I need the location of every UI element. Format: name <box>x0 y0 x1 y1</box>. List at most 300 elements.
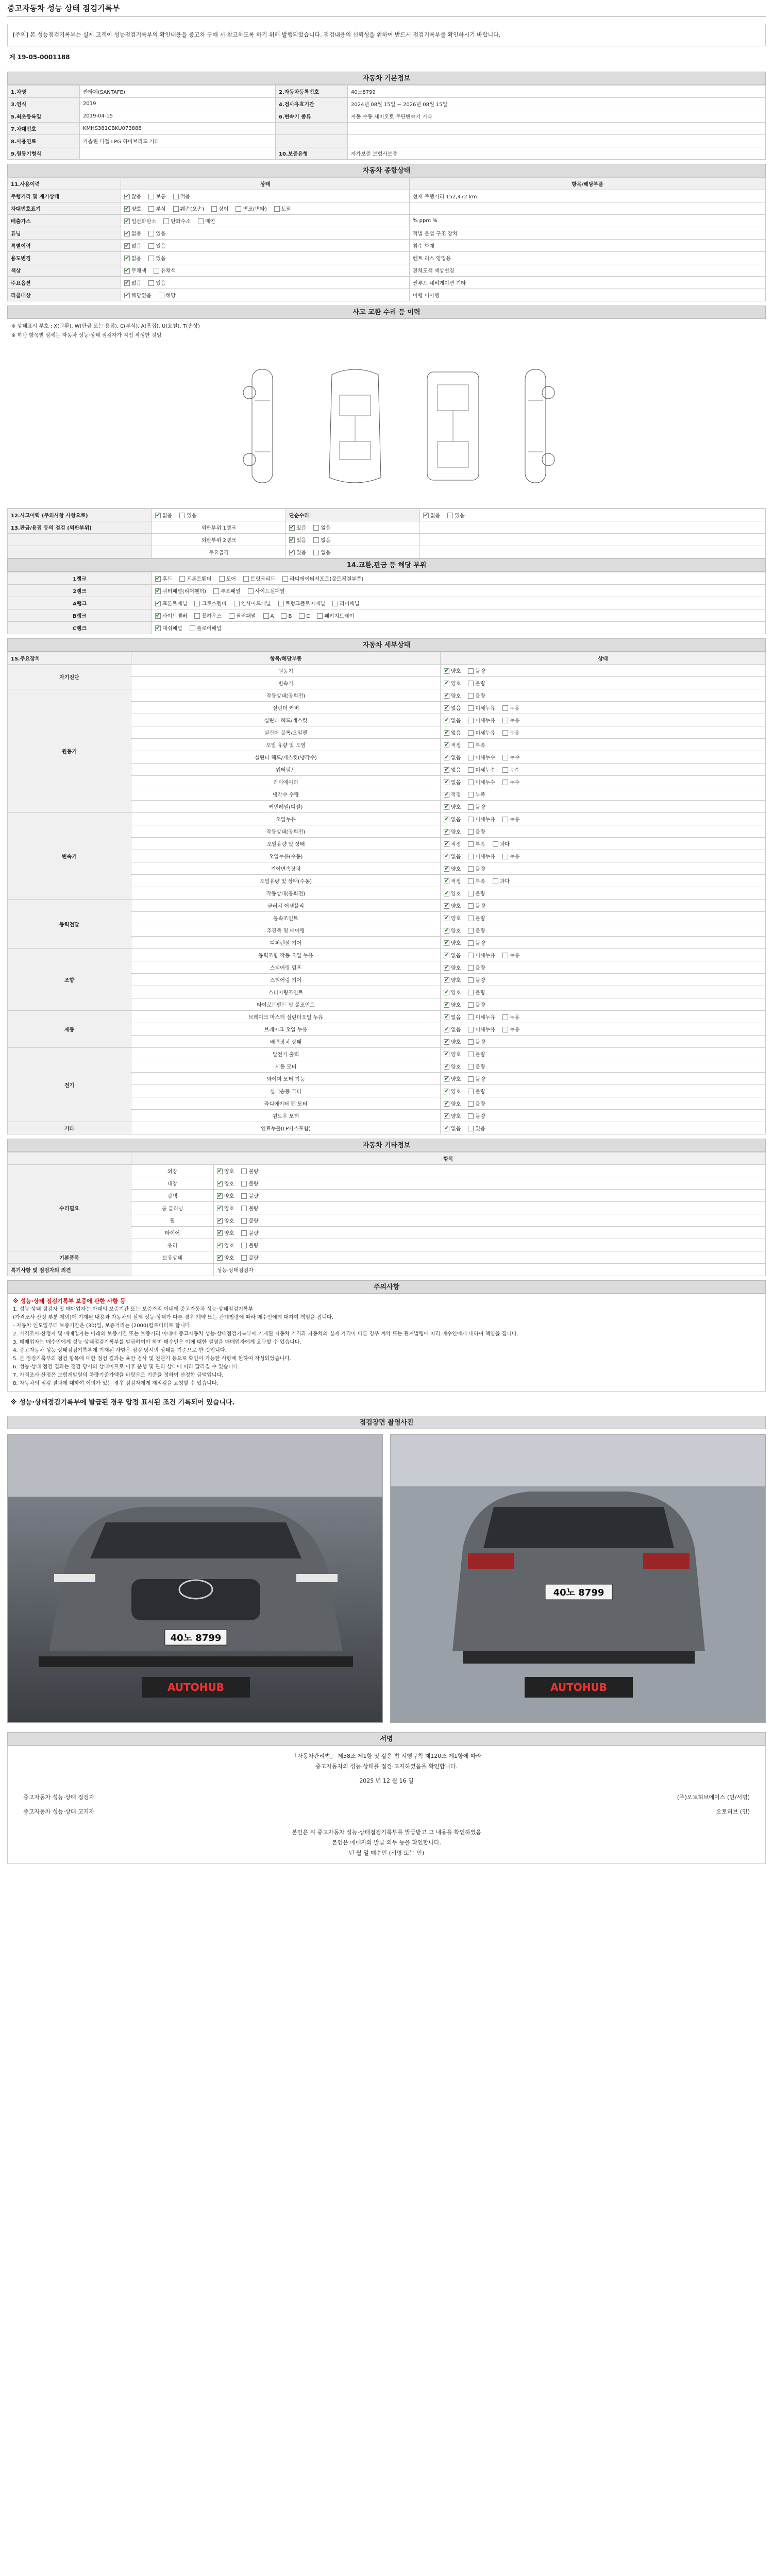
checkbox-icon[interactable] <box>468 916 474 921</box>
checkbox-icon[interactable] <box>217 1218 223 1224</box>
checkbox-option[interactable]: 없음 <box>313 536 330 544</box>
checkbox-icon[interactable] <box>241 1168 247 1174</box>
checkbox-option[interactable]: ✔ 있음 <box>289 536 306 544</box>
checkbox-icon[interactable] <box>468 829 474 835</box>
checkbox-icon[interactable] <box>155 513 161 518</box>
checkbox-icon[interactable] <box>248 588 254 594</box>
checkbox-option[interactable]: 휠하우스 <box>194 612 222 619</box>
checkbox-option[interactable]: 불량 <box>241 1253 258 1261</box>
checkbox-option[interactable]: C <box>299 613 310 619</box>
checkbox-icon[interactable] <box>468 817 474 822</box>
checkbox-option[interactable]: 불량 <box>468 988 485 996</box>
checkbox-option[interactable]: ✔ 양호 <box>444 939 461 946</box>
checkbox-option[interactable]: ✔ 적정 <box>444 790 461 798</box>
checkbox-option[interactable]: 트렁크플로어패널 <box>278 599 325 607</box>
checkbox-icon[interactable] <box>468 854 474 859</box>
checkbox-icon[interactable] <box>241 1218 247 1224</box>
checkbox-icon[interactable] <box>468 891 474 896</box>
checkbox-option[interactable]: ✔ 양호 <box>444 1087 461 1095</box>
checkbox-option[interactable]: 트렁크리드 <box>243 574 275 582</box>
checkbox-icon[interactable] <box>219 576 225 582</box>
checkbox-icon[interactable] <box>163 218 169 224</box>
checkbox-icon[interactable] <box>502 1027 508 1032</box>
checkbox-option[interactable]: ✔ 많음 <box>124 192 141 200</box>
checkbox-icon[interactable] <box>444 1064 449 1070</box>
checkbox-icon[interactable] <box>444 866 449 872</box>
checkbox-option[interactable]: ✔ 적정 <box>444 741 461 749</box>
checkbox-option[interactable]: ✔ 없음 <box>444 778 461 786</box>
checkbox-icon[interactable] <box>468 730 474 736</box>
checkbox-icon[interactable] <box>468 940 474 946</box>
checkbox-option[interactable]: ✔ 없음 <box>124 229 141 237</box>
checkbox-icon[interactable] <box>447 513 453 518</box>
checkbox-option[interactable]: ✔ 해당없음 <box>124 291 152 299</box>
checkbox-icon[interactable] <box>468 1039 474 1045</box>
checkbox-icon[interactable] <box>468 1076 474 1082</box>
checkbox-icon[interactable] <box>154 268 159 274</box>
checkbox-option[interactable]: 있음 <box>148 242 165 249</box>
checkbox-icon[interactable] <box>155 625 161 631</box>
checkbox-option[interactable]: 미세누유 <box>468 951 495 959</box>
checkbox-icon[interactable] <box>468 1064 474 1070</box>
checkbox-option[interactable]: ✔ 양호 <box>444 902 461 909</box>
checkbox-icon[interactable] <box>217 1255 223 1261</box>
checkbox-icon[interactable] <box>444 817 449 822</box>
checkbox-option[interactable]: ✔ 양호 <box>217 1179 234 1187</box>
checkbox-option[interactable]: ✔ 양호 <box>444 976 461 984</box>
checkbox-icon[interactable] <box>217 1206 223 1211</box>
checkbox-icon[interactable] <box>468 1002 474 1008</box>
checkbox-option[interactable]: ✔ 양호 <box>444 1099 461 1107</box>
checkbox-icon[interactable] <box>468 681 474 686</box>
checkbox-option[interactable]: ✔ 양호 <box>444 1001 461 1008</box>
checkbox-option[interactable]: ✔ 없음 <box>444 852 461 860</box>
checkbox-option[interactable]: 있음 <box>148 279 165 286</box>
checkbox-option[interactable]: ✔ 없음 <box>444 815 461 823</box>
checkbox-option[interactable]: 리어패널 <box>332 599 360 607</box>
checkbox-icon[interactable] <box>444 953 449 958</box>
checkbox-option[interactable]: ✔ 없음 <box>444 766 461 773</box>
checkbox-icon[interactable] <box>243 576 249 582</box>
checkbox-option[interactable]: 불량 <box>241 1229 258 1236</box>
checkbox-option[interactable]: 크로스멤버 <box>194 599 226 607</box>
checkbox-icon[interactable] <box>502 718 508 723</box>
checkbox-option[interactable]: 누유 <box>502 1013 519 1021</box>
checkbox-option[interactable]: ✔ 무채색 <box>124 266 146 274</box>
checkbox-icon[interactable] <box>124 280 130 286</box>
checkbox-option[interactable]: 누유 <box>502 1025 519 1033</box>
checkbox-icon[interactable] <box>468 866 474 872</box>
checkbox-icon[interactable] <box>423 513 429 518</box>
checkbox-icon[interactable] <box>148 206 154 212</box>
checkbox-option[interactable]: ✔ 없음 <box>444 728 461 736</box>
checkbox-option[interactable]: ✔ 양호 <box>444 865 461 872</box>
checkbox-option[interactable]: 누유 <box>502 704 519 711</box>
checkbox-option[interactable]: 사이드실패널 <box>248 587 285 595</box>
checkbox-option[interactable]: 유채색 <box>154 266 176 274</box>
checkbox-option[interactable]: 있음 <box>468 1124 485 1132</box>
checkbox-option[interactable]: 불량 <box>468 1087 485 1095</box>
checkbox-option[interactable]: ✔ 양호 <box>444 914 461 922</box>
checkbox-option[interactable]: ✔ 있음 <box>289 523 306 531</box>
checkbox-option[interactable]: ✔ 없음 <box>444 951 461 959</box>
checkbox-option[interactable]: ✔ 적정 <box>444 877 461 885</box>
checkbox-option[interactable]: ✔ 양호 <box>444 1075 461 1082</box>
checkbox-icon[interactable] <box>468 742 474 748</box>
checkbox-option[interactable]: 보통 <box>148 192 165 200</box>
checkbox-icon[interactable] <box>444 681 449 686</box>
checkbox-option[interactable]: ✔ 양호 <box>444 1050 461 1058</box>
checkbox-icon[interactable] <box>155 576 161 582</box>
checkbox-icon[interactable] <box>444 903 449 909</box>
checkbox-option[interactable]: 도어 <box>219 574 236 582</box>
checkbox-icon[interactable] <box>444 767 449 773</box>
checkbox-option[interactable]: 미세누유 <box>468 728 495 736</box>
checkbox-icon[interactable] <box>468 903 474 909</box>
checkbox-option[interactable]: 루프패널 <box>213 587 241 595</box>
checkbox-icon[interactable] <box>468 990 474 995</box>
checkbox-option[interactable]: 불량 <box>468 889 485 897</box>
checkbox-icon[interactable] <box>194 613 200 619</box>
checkbox-option[interactable]: 미세누수 <box>468 778 495 786</box>
checkbox-icon[interactable] <box>468 668 474 674</box>
checkbox-option[interactable]: 불량 <box>241 1167 258 1175</box>
checkbox-icon[interactable] <box>289 525 295 531</box>
checkbox-icon[interactable] <box>444 1089 449 1094</box>
checkbox-option[interactable]: ✔ 없음 <box>444 1013 461 1021</box>
checkbox-option[interactable]: ✔ 양호 <box>444 679 461 687</box>
checkbox-icon[interactable] <box>468 1014 474 1020</box>
checkbox-icon[interactable] <box>148 194 154 199</box>
checkbox-option[interactable]: 누수 <box>502 778 519 786</box>
checkbox-option[interactable]: ✔ 양호 <box>444 667 461 674</box>
checkbox-option[interactable]: 불량 <box>468 1050 485 1058</box>
checkbox-icon[interactable] <box>444 755 449 760</box>
checkbox-option[interactable]: 부족 <box>468 840 485 848</box>
checkbox-icon[interactable] <box>468 1089 474 1094</box>
checkbox-icon[interactable] <box>468 1113 474 1119</box>
checkbox-icon[interactable] <box>124 206 130 212</box>
checkbox-icon[interactable] <box>444 829 449 835</box>
checkbox-option[interactable]: 미세누유 <box>468 852 495 860</box>
checkbox-option[interactable]: 인사이드패널 <box>234 599 271 607</box>
checkbox-icon[interactable] <box>468 965 474 971</box>
checkbox-icon[interactable] <box>124 231 130 236</box>
checkbox-option[interactable]: ✔ 사이드멤버 <box>155 612 187 619</box>
checkbox-icon[interactable] <box>263 613 269 619</box>
checkbox-icon[interactable] <box>444 730 449 736</box>
checkbox-option[interactable]: 누유 <box>502 815 519 823</box>
checkbox-option[interactable]: ✔ 후드 <box>155 574 172 582</box>
checkbox-option[interactable]: 과다 <box>493 877 510 885</box>
checkbox-option[interactable]: 누유 <box>502 728 519 736</box>
checkbox-option[interactable]: A <box>263 613 274 619</box>
checkbox-option[interactable]: 라디에이터서포트(볼트체결부품) <box>282 574 363 582</box>
checkbox-icon[interactable] <box>444 916 449 921</box>
checkbox-option[interactable]: 필러패널 <box>229 612 256 619</box>
checkbox-icon[interactable] <box>278 601 284 606</box>
checkbox-option[interactable]: 부식 <box>148 205 165 212</box>
checkbox-option[interactable]: 누유 <box>502 716 519 724</box>
checkbox-icon[interactable] <box>281 613 287 619</box>
checkbox-option[interactable]: ✔ 없음 <box>444 716 461 724</box>
checkbox-option[interactable]: 불량 <box>468 963 485 971</box>
checkbox-option[interactable]: 불량 <box>468 976 485 984</box>
checkbox-option[interactable]: ✔ 양호 <box>444 988 461 996</box>
checkbox-icon[interactable] <box>444 1002 449 1008</box>
checkbox-option[interactable]: 불량 <box>241 1216 258 1224</box>
checkbox-icon[interactable] <box>313 537 319 543</box>
checkbox-icon[interactable] <box>148 231 154 236</box>
checkbox-option[interactable]: 있음 <box>179 511 196 519</box>
checkbox-icon[interactable] <box>148 280 154 286</box>
checkbox-option[interactable]: 누수 <box>502 766 519 773</box>
checkbox-option[interactable]: 부족 <box>468 741 485 749</box>
checkbox-option[interactable]: 있음 <box>148 229 165 237</box>
checkbox-option[interactable]: ✔ 양호 <box>444 889 461 897</box>
checkbox-icon[interactable] <box>502 953 508 958</box>
checkbox-icon[interactable] <box>213 588 219 594</box>
checkbox-option[interactable]: 미세누수 <box>468 753 495 761</box>
checkbox-option[interactable]: 패키지트레이 <box>317 612 354 619</box>
checkbox-icon[interactable] <box>241 1255 247 1261</box>
checkbox-icon[interactable] <box>468 928 474 934</box>
checkbox-option[interactable]: ✔ 없음 <box>124 279 141 286</box>
checkbox-icon[interactable] <box>124 268 130 274</box>
checkbox-icon[interactable] <box>313 525 319 531</box>
checkbox-option[interactable]: 누유 <box>502 951 519 959</box>
checkbox-icon[interactable] <box>332 601 338 606</box>
checkbox-icon[interactable] <box>211 206 217 212</box>
checkbox-option[interactable]: ✔ 없음 <box>444 1025 461 1033</box>
checkbox-icon[interactable] <box>217 1181 223 1187</box>
checkbox-option[interactable]: 미세누유 <box>468 1025 495 1033</box>
checkbox-icon[interactable] <box>124 243 130 249</box>
checkbox-option[interactable]: 미세누유 <box>468 704 495 711</box>
checkbox-option[interactable]: 불량 <box>468 865 485 872</box>
checkbox-icon[interactable] <box>468 705 474 711</box>
checkbox-icon[interactable] <box>444 841 449 847</box>
checkbox-icon[interactable] <box>124 293 130 298</box>
checkbox-icon[interactable] <box>444 804 449 810</box>
checkbox-option[interactable]: ✔ 대쉬패널 <box>155 624 182 632</box>
checkbox-option[interactable]: ✔ 양호 <box>217 1216 234 1224</box>
checkbox-option[interactable]: 불량 <box>468 691 485 699</box>
checkbox-icon[interactable] <box>289 537 295 543</box>
checkbox-option[interactable]: 불량 <box>468 827 485 835</box>
checkbox-icon[interactable] <box>468 779 474 785</box>
checkbox-option[interactable]: 매연 <box>198 217 215 225</box>
checkbox-icon[interactable] <box>444 940 449 946</box>
checkbox-option[interactable]: ✔ 없음 <box>444 1124 461 1132</box>
checkbox-icon[interactable] <box>502 730 508 736</box>
checkbox-icon[interactable] <box>234 601 240 606</box>
checkbox-option[interactable]: 없음 <box>313 523 330 531</box>
checkbox-option[interactable]: 플로어패널 <box>190 624 222 632</box>
checkbox-option[interactable]: 누수 <box>502 753 519 761</box>
checkbox-option[interactable]: 불량 <box>241 1179 258 1187</box>
checkbox-option[interactable]: 프론트휀더 <box>179 574 211 582</box>
checkbox-icon[interactable] <box>444 990 449 995</box>
checkbox-icon[interactable] <box>444 742 449 748</box>
checkbox-option[interactable]: 불량 <box>241 1192 258 1199</box>
checkbox-option[interactable]: 부족 <box>468 790 485 798</box>
checkbox-icon[interactable] <box>444 891 449 896</box>
checkbox-option[interactable]: 없음 <box>313 548 330 556</box>
checkbox-option[interactable]: 있음 <box>148 254 165 262</box>
checkbox-icon[interactable] <box>468 841 474 847</box>
checkbox-option[interactable]: ✔ 양호 <box>217 1253 234 1261</box>
checkbox-option[interactable]: 불량 <box>468 1062 485 1070</box>
checkbox-option[interactable]: 불량 <box>468 1112 485 1120</box>
checkbox-icon[interactable] <box>468 1027 474 1032</box>
checkbox-icon[interactable] <box>241 1206 247 1211</box>
checkbox-icon[interactable] <box>124 194 130 199</box>
checkbox-icon[interactable] <box>468 1126 474 1131</box>
checkbox-icon[interactable] <box>241 1243 247 1248</box>
checkbox-icon[interactable] <box>468 878 474 884</box>
checkbox-option[interactable]: ✔ 양호 <box>217 1204 234 1212</box>
checkbox-icon[interactable] <box>155 588 161 594</box>
checkbox-option[interactable]: ✔ 양호 <box>444 691 461 699</box>
checkbox-icon[interactable] <box>444 1101 449 1107</box>
checkbox-icon[interactable] <box>468 767 474 773</box>
checkbox-option[interactable]: 미세누유 <box>468 1013 495 1021</box>
checkbox-option[interactable]: B <box>281 613 292 619</box>
checkbox-icon[interactable] <box>444 668 449 674</box>
checkbox-option[interactable]: 탄화수소 <box>163 217 191 225</box>
checkbox-option[interactable]: 적음 <box>173 192 190 200</box>
checkbox-icon[interactable] <box>236 206 241 212</box>
checkbox-icon[interactable] <box>468 1052 474 1057</box>
checkbox-option[interactable]: ✔ 양호 <box>444 1062 461 1070</box>
checkbox-option[interactable]: ✔ 양호 <box>444 803 461 810</box>
checkbox-icon[interactable] <box>444 878 449 884</box>
checkbox-option[interactable]: 불량 <box>241 1241 258 1249</box>
checkbox-icon[interactable] <box>444 977 449 983</box>
checkbox-icon[interactable] <box>468 792 474 798</box>
checkbox-option[interactable]: 해당 <box>159 291 176 299</box>
checkbox-icon[interactable] <box>217 1168 223 1174</box>
checkbox-option[interactable]: 불량 <box>468 1099 485 1107</box>
checkbox-option[interactable]: 불량 <box>468 679 485 687</box>
checkbox-icon[interactable] <box>502 705 508 711</box>
checkbox-icon[interactable] <box>444 1076 449 1082</box>
checkbox-option[interactable]: ✔ 양호 <box>444 827 461 835</box>
checkbox-icon[interactable] <box>444 1126 449 1131</box>
checkbox-option[interactable]: 있음 <box>447 511 464 519</box>
checkbox-icon[interactable] <box>194 601 200 606</box>
checkbox-icon[interactable] <box>179 576 185 582</box>
checkbox-icon[interactable] <box>444 705 449 711</box>
checkbox-icon[interactable] <box>444 1039 449 1045</box>
checkbox-icon[interactable] <box>159 293 164 298</box>
checkbox-icon[interactable] <box>444 1052 449 1057</box>
checkbox-option[interactable]: ✔ 양호 <box>444 963 461 971</box>
checkbox-icon[interactable] <box>217 1193 223 1199</box>
checkbox-icon[interactable] <box>124 218 130 224</box>
checkbox-option[interactable]: 불량 <box>468 1001 485 1008</box>
checkbox-option[interactable]: 미세누유 <box>468 815 495 823</box>
checkbox-option[interactable]: 부족 <box>468 877 485 885</box>
checkbox-option[interactable]: 불량 <box>468 803 485 810</box>
checkbox-icon[interactable] <box>217 1230 223 1236</box>
checkbox-option[interactable]: ✔ 없음 <box>423 511 440 519</box>
checkbox-icon[interactable] <box>468 755 474 760</box>
checkbox-option[interactable]: ✔ 없음 <box>155 511 172 519</box>
checkbox-option[interactable]: 변조(변타) <box>236 205 266 212</box>
checkbox-icon[interactable] <box>468 953 474 958</box>
checkbox-option[interactable]: ✔ 적정 <box>444 840 461 848</box>
checkbox-icon[interactable] <box>444 1014 449 1020</box>
checkbox-icon[interactable] <box>444 693 449 699</box>
checkbox-icon[interactable] <box>217 1243 223 1248</box>
checkbox-icon[interactable] <box>444 854 449 859</box>
checkbox-option[interactable]: 불량 <box>468 926 485 934</box>
checkbox-icon[interactable] <box>241 1230 247 1236</box>
checkbox-icon[interactable] <box>198 218 204 224</box>
checkbox-icon[interactable] <box>282 576 288 582</box>
checkbox-option[interactable]: ✔ 양호 <box>444 1112 461 1120</box>
checkbox-option[interactable]: ✔ 양호 <box>124 205 141 212</box>
checkbox-icon[interactable] <box>289 550 295 555</box>
checkbox-icon[interactable] <box>173 194 179 199</box>
checkbox-icon[interactable] <box>444 965 449 971</box>
checkbox-option[interactable]: 불량 <box>241 1204 258 1212</box>
checkbox-option[interactable]: 미세누수 <box>468 766 495 773</box>
checkbox-option[interactable]: 훼손(오손) <box>173 205 204 212</box>
checkbox-icon[interactable] <box>190 625 195 631</box>
checkbox-icon[interactable] <box>229 613 234 619</box>
checkbox-option[interactable]: ✔ 없음 <box>444 753 461 761</box>
checkbox-icon[interactable] <box>313 550 319 555</box>
checkbox-icon[interactable] <box>502 755 508 760</box>
checkbox-icon[interactable] <box>502 767 508 773</box>
checkbox-option[interactable]: ✔ 없음 <box>124 242 141 249</box>
checkbox-icon[interactable] <box>444 928 449 934</box>
checkbox-icon[interactable] <box>444 779 449 785</box>
checkbox-option[interactable]: ✔ 양호 <box>217 1192 234 1199</box>
checkbox-icon[interactable] <box>148 256 154 261</box>
checkbox-option[interactable]: 불량 <box>468 1038 485 1045</box>
checkbox-option[interactable]: 미세누유 <box>468 716 495 724</box>
checkbox-icon[interactable] <box>317 613 323 619</box>
checkbox-option[interactable]: 불량 <box>468 1075 485 1082</box>
checkbox-icon[interactable] <box>493 878 498 884</box>
checkbox-icon[interactable] <box>444 1113 449 1119</box>
checkbox-icon[interactable] <box>179 513 185 518</box>
checkbox-option[interactable]: ✔ 양호 <box>217 1229 234 1236</box>
checkbox-icon[interactable] <box>444 792 449 798</box>
checkbox-option[interactable]: ✔ 양호 <box>444 1038 461 1045</box>
checkbox-icon[interactable] <box>502 817 508 822</box>
checkbox-option[interactable]: ✔ 양호 <box>217 1167 234 1175</box>
checkbox-icon[interactable] <box>468 693 474 699</box>
checkbox-icon[interactable] <box>468 1101 474 1107</box>
checkbox-icon[interactable] <box>299 613 305 619</box>
checkbox-icon[interactable] <box>468 718 474 723</box>
checkbox-icon[interactable] <box>493 841 498 847</box>
checkbox-icon[interactable] <box>468 977 474 983</box>
checkbox-icon[interactable] <box>468 804 474 810</box>
checkbox-icon[interactable] <box>502 1014 508 1020</box>
checkbox-icon[interactable] <box>241 1193 247 1199</box>
checkbox-option[interactable]: 불량 <box>468 914 485 922</box>
checkbox-option[interactable]: ✔ 양호 <box>444 926 461 934</box>
checkbox-icon[interactable] <box>444 718 449 723</box>
checkbox-icon[interactable] <box>155 601 161 606</box>
checkbox-icon[interactable] <box>502 854 508 859</box>
